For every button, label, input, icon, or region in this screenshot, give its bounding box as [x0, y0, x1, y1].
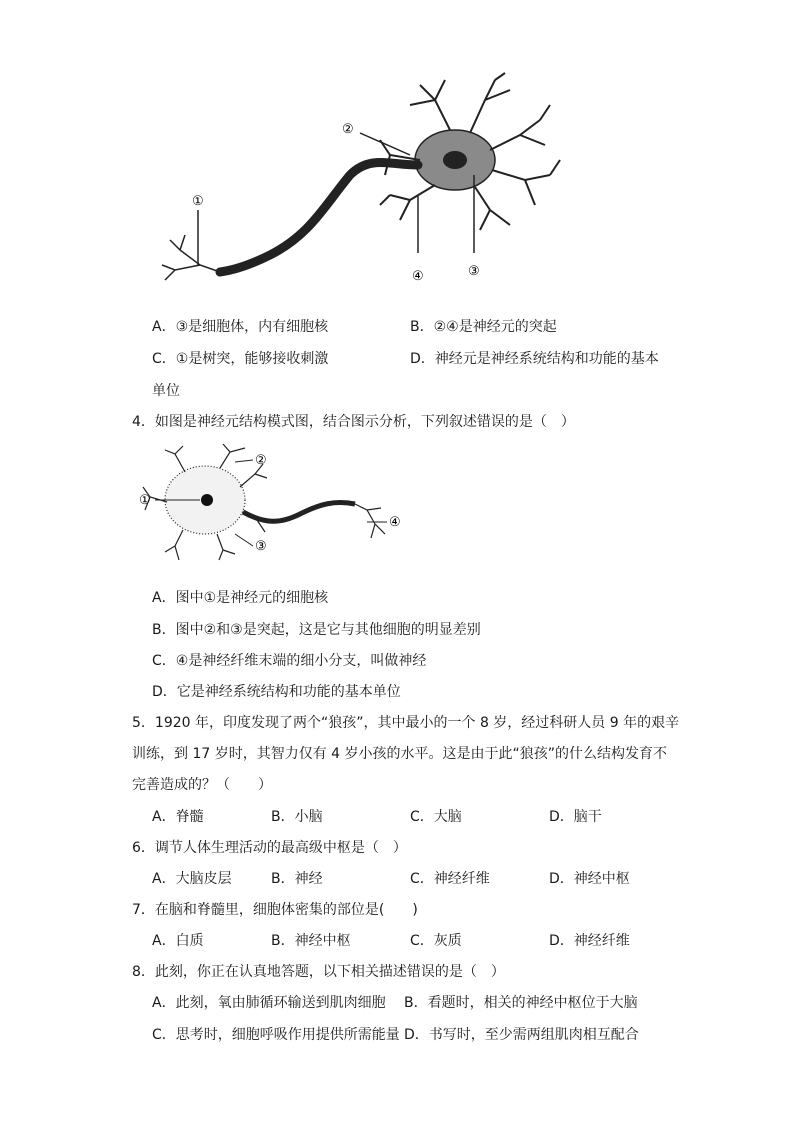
q7-option-a[interactable]: A．白质 [152, 933, 204, 949]
q7-option-b[interactable]: B．神经中枢 [271, 933, 351, 949]
q5-option-d[interactable]: D．脑干 [549, 809, 602, 825]
q7-option-d[interactable]: D．神经纤维 [549, 933, 630, 949]
q8-stem: 8．此刻，你正在认真地答题，以下相关描述错误的是（ ） [132, 964, 505, 980]
label-1: ① [192, 194, 204, 209]
label-2: ② [255, 453, 267, 468]
q4-option-a[interactable]: A．图中①是神经元的细胞核 [152, 590, 329, 606]
label-2: ② [342, 122, 354, 137]
q3-option-a[interactable]: A．③是细胞体，内有细胞核 [152, 319, 329, 335]
q3-option-d-cont: 单位 [152, 383, 180, 399]
label-3: ③ [255, 539, 267, 554]
q5-stem-line2: 训练，到 17 岁时，其智力仅有 4 岁小孩的水平。这是由于此“狼孩”的什么结构发育不 [132, 746, 668, 762]
q8-option-a[interactable]: A．此刻，氧由肺循环输送到肌肉细胞 [152, 995, 386, 1011]
axon [220, 163, 418, 273]
q4-option-d[interactable]: D．它是神经系统结构和功能的基本单位 [152, 684, 401, 700]
nucleus [443, 151, 467, 169]
axon [243, 502, 355, 521]
nucleus [201, 494, 213, 506]
q3-option-c[interactable]: C．①是树突，能够接收刺激 [152, 351, 329, 367]
q4-option-b[interactable]: B．图中②和③是突起，这是它与其他细胞的明显差别 [152, 622, 481, 638]
label-4: ④ [389, 515, 401, 530]
axon-terminals [162, 235, 220, 280]
q7-option-c[interactable]: C．灰质 [410, 933, 462, 949]
q8-option-c[interactable]: C．思考时，细胞呼吸作用提供所需能量 [152, 1027, 400, 1043]
q6-option-d[interactable]: D．神经中枢 [549, 871, 630, 887]
neuron-figure-2 [135, 442, 415, 567]
q7-stem: 7．在脑和脊髓里，细胞体密集的部位是( ) [132, 902, 418, 918]
q4-stem: 4．如图是神经元结构模式图，结合图示分析，下列叙述错误的是（ ） [132, 414, 575, 430]
q6-option-c[interactable]: C．神经纤维 [410, 871, 490, 887]
q5-option-c[interactable]: C．大脑 [410, 809, 462, 825]
q4-option-c[interactable]: C．④是神经纤维末端的细小分支，叫做神经 [152, 653, 427, 669]
q5-stem-line3: 完善造成的？（ ） [132, 777, 272, 793]
q3-option-d[interactable]: D．神经元是神经系统结构和功能的基本 [410, 351, 659, 367]
label-1: ① [139, 493, 151, 508]
q8-option-b[interactable]: B．看题时，相关的神经中枢位于大脑 [404, 995, 638, 1011]
q5-option-a[interactable]: A．脊髓 [152, 809, 204, 825]
q6-option-a[interactable]: A．大脑皮层 [152, 871, 232, 887]
q5-stem-line1: 5．1920 年，印度发现了两个“狼孩”，其中最小的一个 8 岁，经过科研人员 9 年的艰辛 [132, 715, 680, 731]
axon-terminals [355, 504, 385, 538]
q6-stem: 6．调节人体生理活动的最高级中枢是（ ） [132, 840, 407, 856]
neuron-figure-1 [150, 65, 570, 290]
label-4: ④ [412, 269, 424, 284]
label-3: ③ [468, 264, 480, 279]
q8-option-d[interactable]: D．书写时，至少需两组肌肉相互配合 [404, 1027, 639, 1043]
q3-option-b[interactable]: B．②④是神经元的突起 [410, 319, 557, 335]
q6-option-b[interactable]: B．神经 [271, 871, 323, 887]
q5-option-b[interactable]: B．小脑 [271, 809, 323, 825]
